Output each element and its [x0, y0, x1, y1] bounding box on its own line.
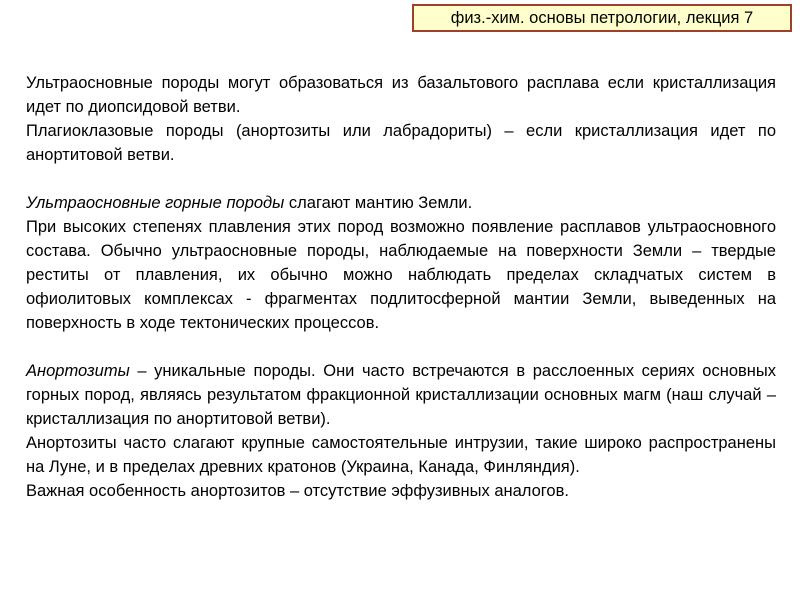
paragraph-spacer — [26, 335, 776, 359]
paragraph-anorthosites — [26, 359, 776, 431]
lecture-title-box — [412, 4, 792, 32]
paragraph-melting: При высоких степенях плавления этих пород возможно появление расплавов ультраосновного состава. Обычно ультраосновные породы, наблюдаемые на поверхности Земли – твердые реститы от плавления, их обычно можно наблюдать пределах складчатых систем в офиолитовых комплексах - фрагментах подлитосферной мантии Земли, выведенных на поверхность в ходе тектонических процессов. — [26, 218, 776, 332]
paragraph-no-effusive-analogs: Важная особенность анортозитов – отсутствие эффузивных аналогов. — [26, 482, 569, 500]
paragraph-plagioclase-origin: Плагиоклазовые породы (анортозиты или лабрадориты) – если кристаллизация идет по анортитовой ветви. — [26, 122, 776, 164]
paragraph-ultrabasic-mantle — [26, 191, 776, 215]
paragraph-text: – уникальные породы. Они часто встречаются в расслоенных сериях основных горных пород, являясь результатом фракционной кристаллизации основных магм (наш случай – кристаллизация по анортитовой ветви). — [26, 362, 776, 428]
paragraph-text: слагают мантию Земли. — [284, 194, 473, 212]
term-ultrabasic-rocks: Ультраосновные горные породы — [26, 194, 285, 212]
paragraph-spacer — [26, 167, 776, 191]
paragraph-anorthosite-intrusions: Анортозиты часто слагают крупные самостоятельные интрузии, такие широко распространены на Луне, и в пределах древних кратонов (Украина, Канада, Финляндия). — [26, 434, 776, 476]
term-anorthosites: Анортозиты — [26, 362, 130, 380]
lecture-title: физ.-хим. основы петрологии, лекция 7 — [450, 9, 754, 27]
slide-body — [26, 71, 776, 503]
paragraph-ultrabasic-origin: Ультраосновные породы могут образоваться из базальтового расплава если кристаллизация идет по диопсидовой ветви. — [26, 74, 776, 116]
